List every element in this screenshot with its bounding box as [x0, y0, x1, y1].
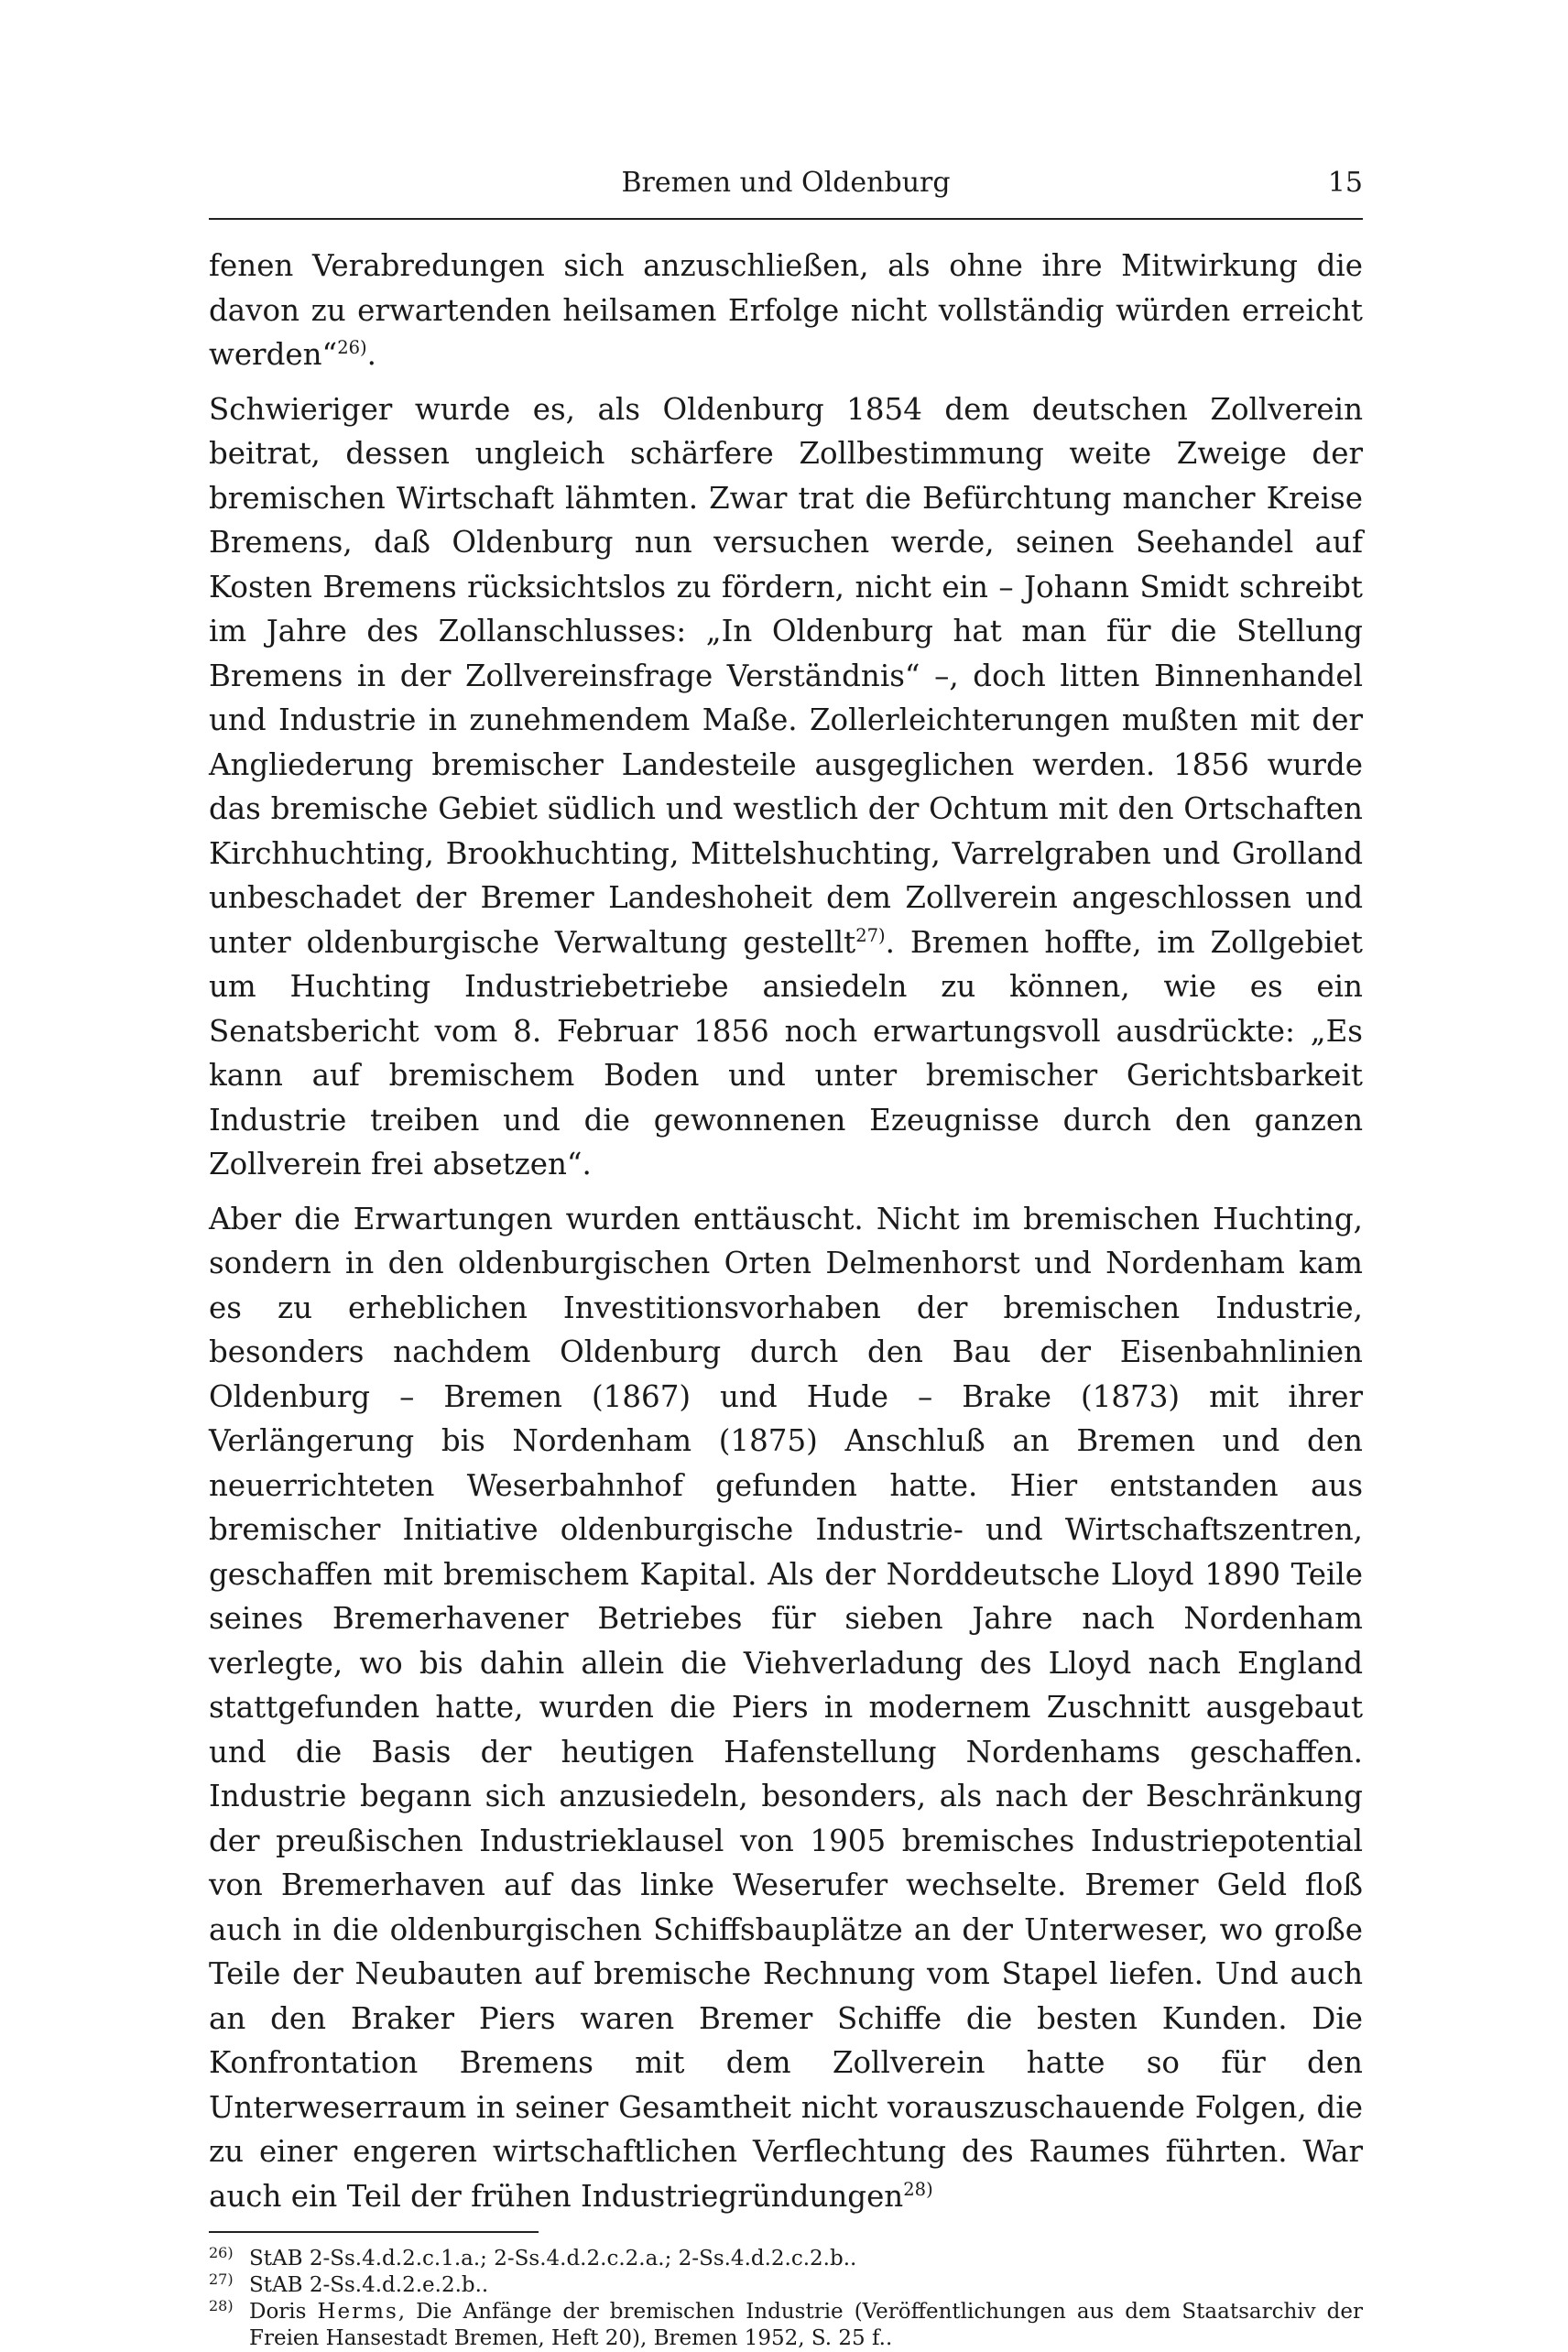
text-run: fenen Verabredungen sich anzuschließen, als ohne ihre Mitwirkung die davon zu erwartenden heilsamen Erfolge nicht vollständig würden erreicht werden“	[209, 248, 1363, 372]
footnote: 28) Doris Herms, Die Anfänge der bremischen Industrie (Veröffentlichungen aus dem Staatsarchiv der Freien Hansestadt Bremen, Heft 20), Bremen 1952, S. 25 f..	[209, 2297, 1363, 2350]
text-run: Schwieriger wurde es, als Oldenburg 1854 dem deutschen Zollverein beitrat, dessen ungleich schärfere Zollbestimmung weite Zweige der bremischen Wirtschaft lähmten. Zwar trat die Befürchtung mancher Kreise Bremens, daß Oldenburg nun versuchen werde, seinen Seehandel auf Kosten Bremens rücksichtslos zu fördern, nicht ein – Johann Smidt schreibt im Jahre des Zollanschlusses: „In Oldenburg hat man für die Stellung Bremens in der Zollvereinsfrage Verständnis“ –, doch litten Binnenhandel und Industrie in zunehmendem Maße. Zollerleichterungen mußten mit der Angliederung bremischer Landesteile ausgeglichen werden. 1856 wurde das bremische Gebiet südlich und westlich der Ochtum mit den Ortschaften Kirchhuchting, Brookhuchting, Mittelshuchting, Varrelgraben und Grolland unbeschadet der Bremer Landeshoheit dem Zollverein angeschlossen und unter oldenburgische Verwaltung gestellt	[209, 391, 1363, 960]
text-run: StAB 2-Ss.4.d.2.e.2.b..	[249, 2273, 489, 2297]
footnotes	[209, 2246, 1363, 2352]
footnote-reference: 27)	[855, 924, 886, 946]
footnote-reference: 28)	[903, 2178, 933, 2200]
footnote: 26) StAB 2-Ss.4.d.2.c.1.a.; 2-Ss.4.d.2.c.2.a.; 2-Ss.4.d.2.c.2.b..	[209, 2244, 857, 2270]
running-head	[209, 156, 1363, 211]
running-title: Bremen und Oldenburg	[621, 167, 951, 199]
header-rule	[209, 218, 1363, 220]
text-run: , Die Anfänge der bremischen Industrie (Veröffentlichungen aus dem Staatsarchiv der Freien Hansestadt Bremen, Heft 20), Bremen 1952, S. 25 f..	[249, 2300, 1363, 2350]
body-text	[209, 244, 1363, 2218]
footnote-reference: 26)	[337, 337, 367, 359]
footnote-rule	[209, 2231, 539, 2233]
book-page	[209, 156, 1363, 2352]
text-run: .	[366, 337, 376, 372]
page-number: 15	[1327, 167, 1363, 199]
author-name: Herms	[317, 2300, 398, 2324]
paragraph	[209, 244, 1363, 377]
text-run: . Bremen hoffte, im Zollgebiet um Huchting Industriebetriebe ansiedeln zu können, wie es ein Senatsbericht vom 8. Februar 1856 noch erwartungsvoll ausdrückte: „Es kann auf bremischem Boden und unter bremischer Gerichtsbarkeit Industrie treiben und die gewonnenen Ezeugnisse durch den ganzen Zollverein frei absetzen“.	[209, 924, 1363, 1181]
text-run: Aber die Erwartungen wurden enttäuscht. Nicht im bremischen Huchting, sondern in den oldenburgischen Orten Delmenhorst und Nordenham kam es zu erheblichen Investitionsvorhaben der bremischen Industrie, besonders nachdem Oldenburg durch den Bau der Eisenbahnlinien Oldenburg – Bremen (1867) und Hude – Brake (1873) mit ihrer Verlängerung bis Nordenham (1875) Anschluß an Bremen und den neuerrichteten Weserbahnhof gefunden hatte. Hier entstanden aus bremischer Initiative oldenburgische Industrie- und Wirtschaftszentren, geschaffen mit bremischem Kapital. Als der Norddeutsche Lloyd 1890 Teile seines Bremerhavener Betriebes für sieben Jahre nach Nordenham verlegte, wo bis dahin allein die Viehverladung des Lloyd nach England stattgefunden hatte, wurden die Piers in modernem Zuschnitt ausgebaut und die Basis der heutigen Hafenstellung Nordenhams geschaffen. Industrie begann sich anzusiedeln, besonders, als nach der Beschränkung der preußischen Industrieklausel von 1905 bremisches Industriepotential von Bremerhaven auf das linke Weserufer wechselte. Bremer Geld floß auch in die oldenburgischen Schiffsbauplätze an der Unterweser, wo große Teile der Neubauten auf bremische Rechnung vom Stapel liefen. Und auch an den Braker Piers waren Bremer Schiffe die besten Kunden. Die Konfrontation Bremens mit dem Zollverein hatte so für den Unterweserraum in seiner Gesamtheit nicht vorauszuschauende Folgen, die zu einer engeren wirtschaftlichen Verflechtung des Raumes führten. War auch ein Teil der frühen Industriegründungen	[209, 1201, 1363, 2214]
paragraph	[209, 1197, 1363, 2219]
text-run: Doris	[249, 2300, 318, 2324]
text-run: StAB 2-Ss.4.d.2.c.1.a.; 2-Ss.4.d.2.c.2.a.; 2-Ss.4.d.2.c.2.b..	[249, 2247, 857, 2270]
paragraph	[209, 387, 1363, 1187]
footnote: 27) StAB 2-Ss.4.d.2.e.2.b..	[209, 2270, 489, 2297]
